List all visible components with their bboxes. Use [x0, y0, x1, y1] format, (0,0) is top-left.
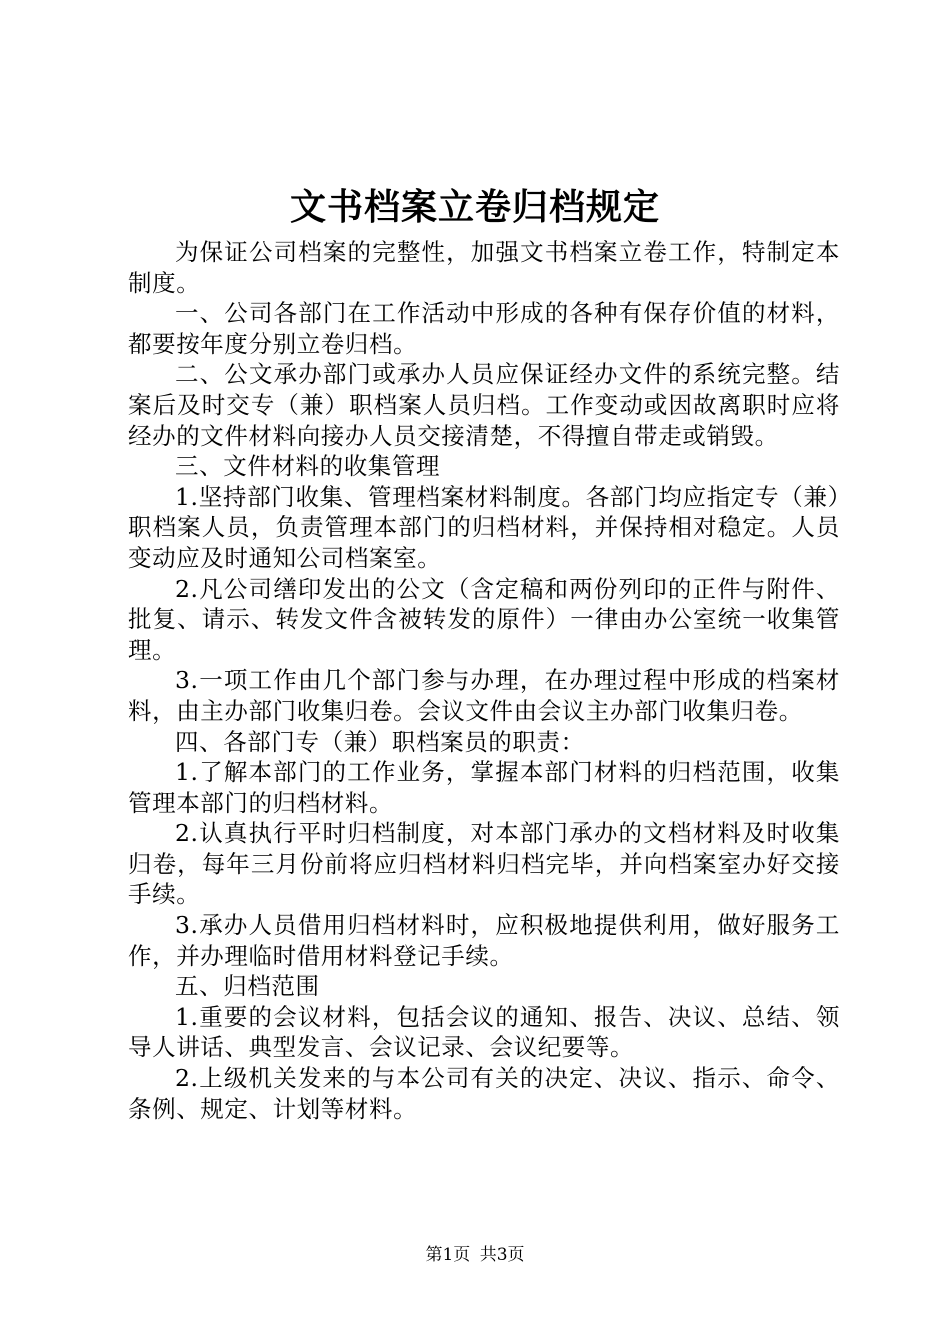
page-number-footer: 第1页 共3页 — [425, 1245, 525, 1265]
paragraph-section-2: 二、公文承办部门或承办人员应保证经办文件的系统完整。结案后及时交专（兼）职档案人员归档。工作变动或因故离职时应将经办的文件材料向接办人员交接清楚，不得擅自带走或销毁。 — [128, 360, 840, 450]
paragraph-section-4-item-1: 1.了解本部门的工作业务，掌握本部门材料的归档范围，收集管理本部门的归档材料。 — [128, 758, 840, 817]
heading-section-3: 三、文件材料的收集管理 — [175, 452, 441, 481]
heading-section-4: 四、各部门专（兼）职档案员的职责： — [175, 727, 585, 756]
paragraph-section-3-item-2: 2.凡公司缮印发出的公文（含定稿和两份列印的正件与附件、批复、请示、转发文件含被转发的原件）一律由办公室统一收集管理。 — [128, 574, 840, 664]
paragraph-section-5-item-2: 2.上级机关发来的与本公司有关的决定、决议、指示、命令、条例、规定、计划等材料。 — [128, 1064, 840, 1123]
document-title: 文书档案立卷归档规定 — [289, 186, 660, 228]
paragraph-section-4-item-2: 2.认真执行平时归档制度，对本部门承办的文档材料及时收集归卷，每年三月份前将应归档材料归档完毕，并向档案室办好交接手续。 — [128, 819, 840, 909]
paragraph-section-1: 一、公司各部门在工作活动中形成的各种有保存价值的材料，都要按年度分别立卷归档。 — [128, 299, 840, 358]
paragraph-section-5-item-1: 1.重要的会议材料，包括会议的通知、报告、决议、总结、领导人讲话、典型发言、会议记录、会议纪要等。 — [128, 1002, 840, 1062]
paragraph-section-3-item-1: 1.坚持部门收集、管理档案材料制度。各部门均应指定专（兼）职档案人员，负责管理本部门的归档材料，并保持相对稳定。人员变动应及时通知公司档案室。 — [128, 482, 840, 572]
heading-section-5: 五、归档范围 — [175, 972, 320, 1001]
document-body — [128, 237, 840, 1124]
paragraph-section-4-item-3: 3.承办人员借用归档材料时，应积极地提供利用，做好服务工作，并办理临时借用材料登记手续。 — [128, 911, 840, 970]
paragraph-intro: 为保证公司档案的完整性，加强文书档案立卷工作，特制定本制度。 — [128, 238, 840, 297]
paragraph-section-3-item-3: 3.一项工作由几个部门参与办理，在办理过程中形成的档案材料，由主办部门收集归卷。会议文件由会议主办部门收集归卷。 — [128, 666, 840, 725]
